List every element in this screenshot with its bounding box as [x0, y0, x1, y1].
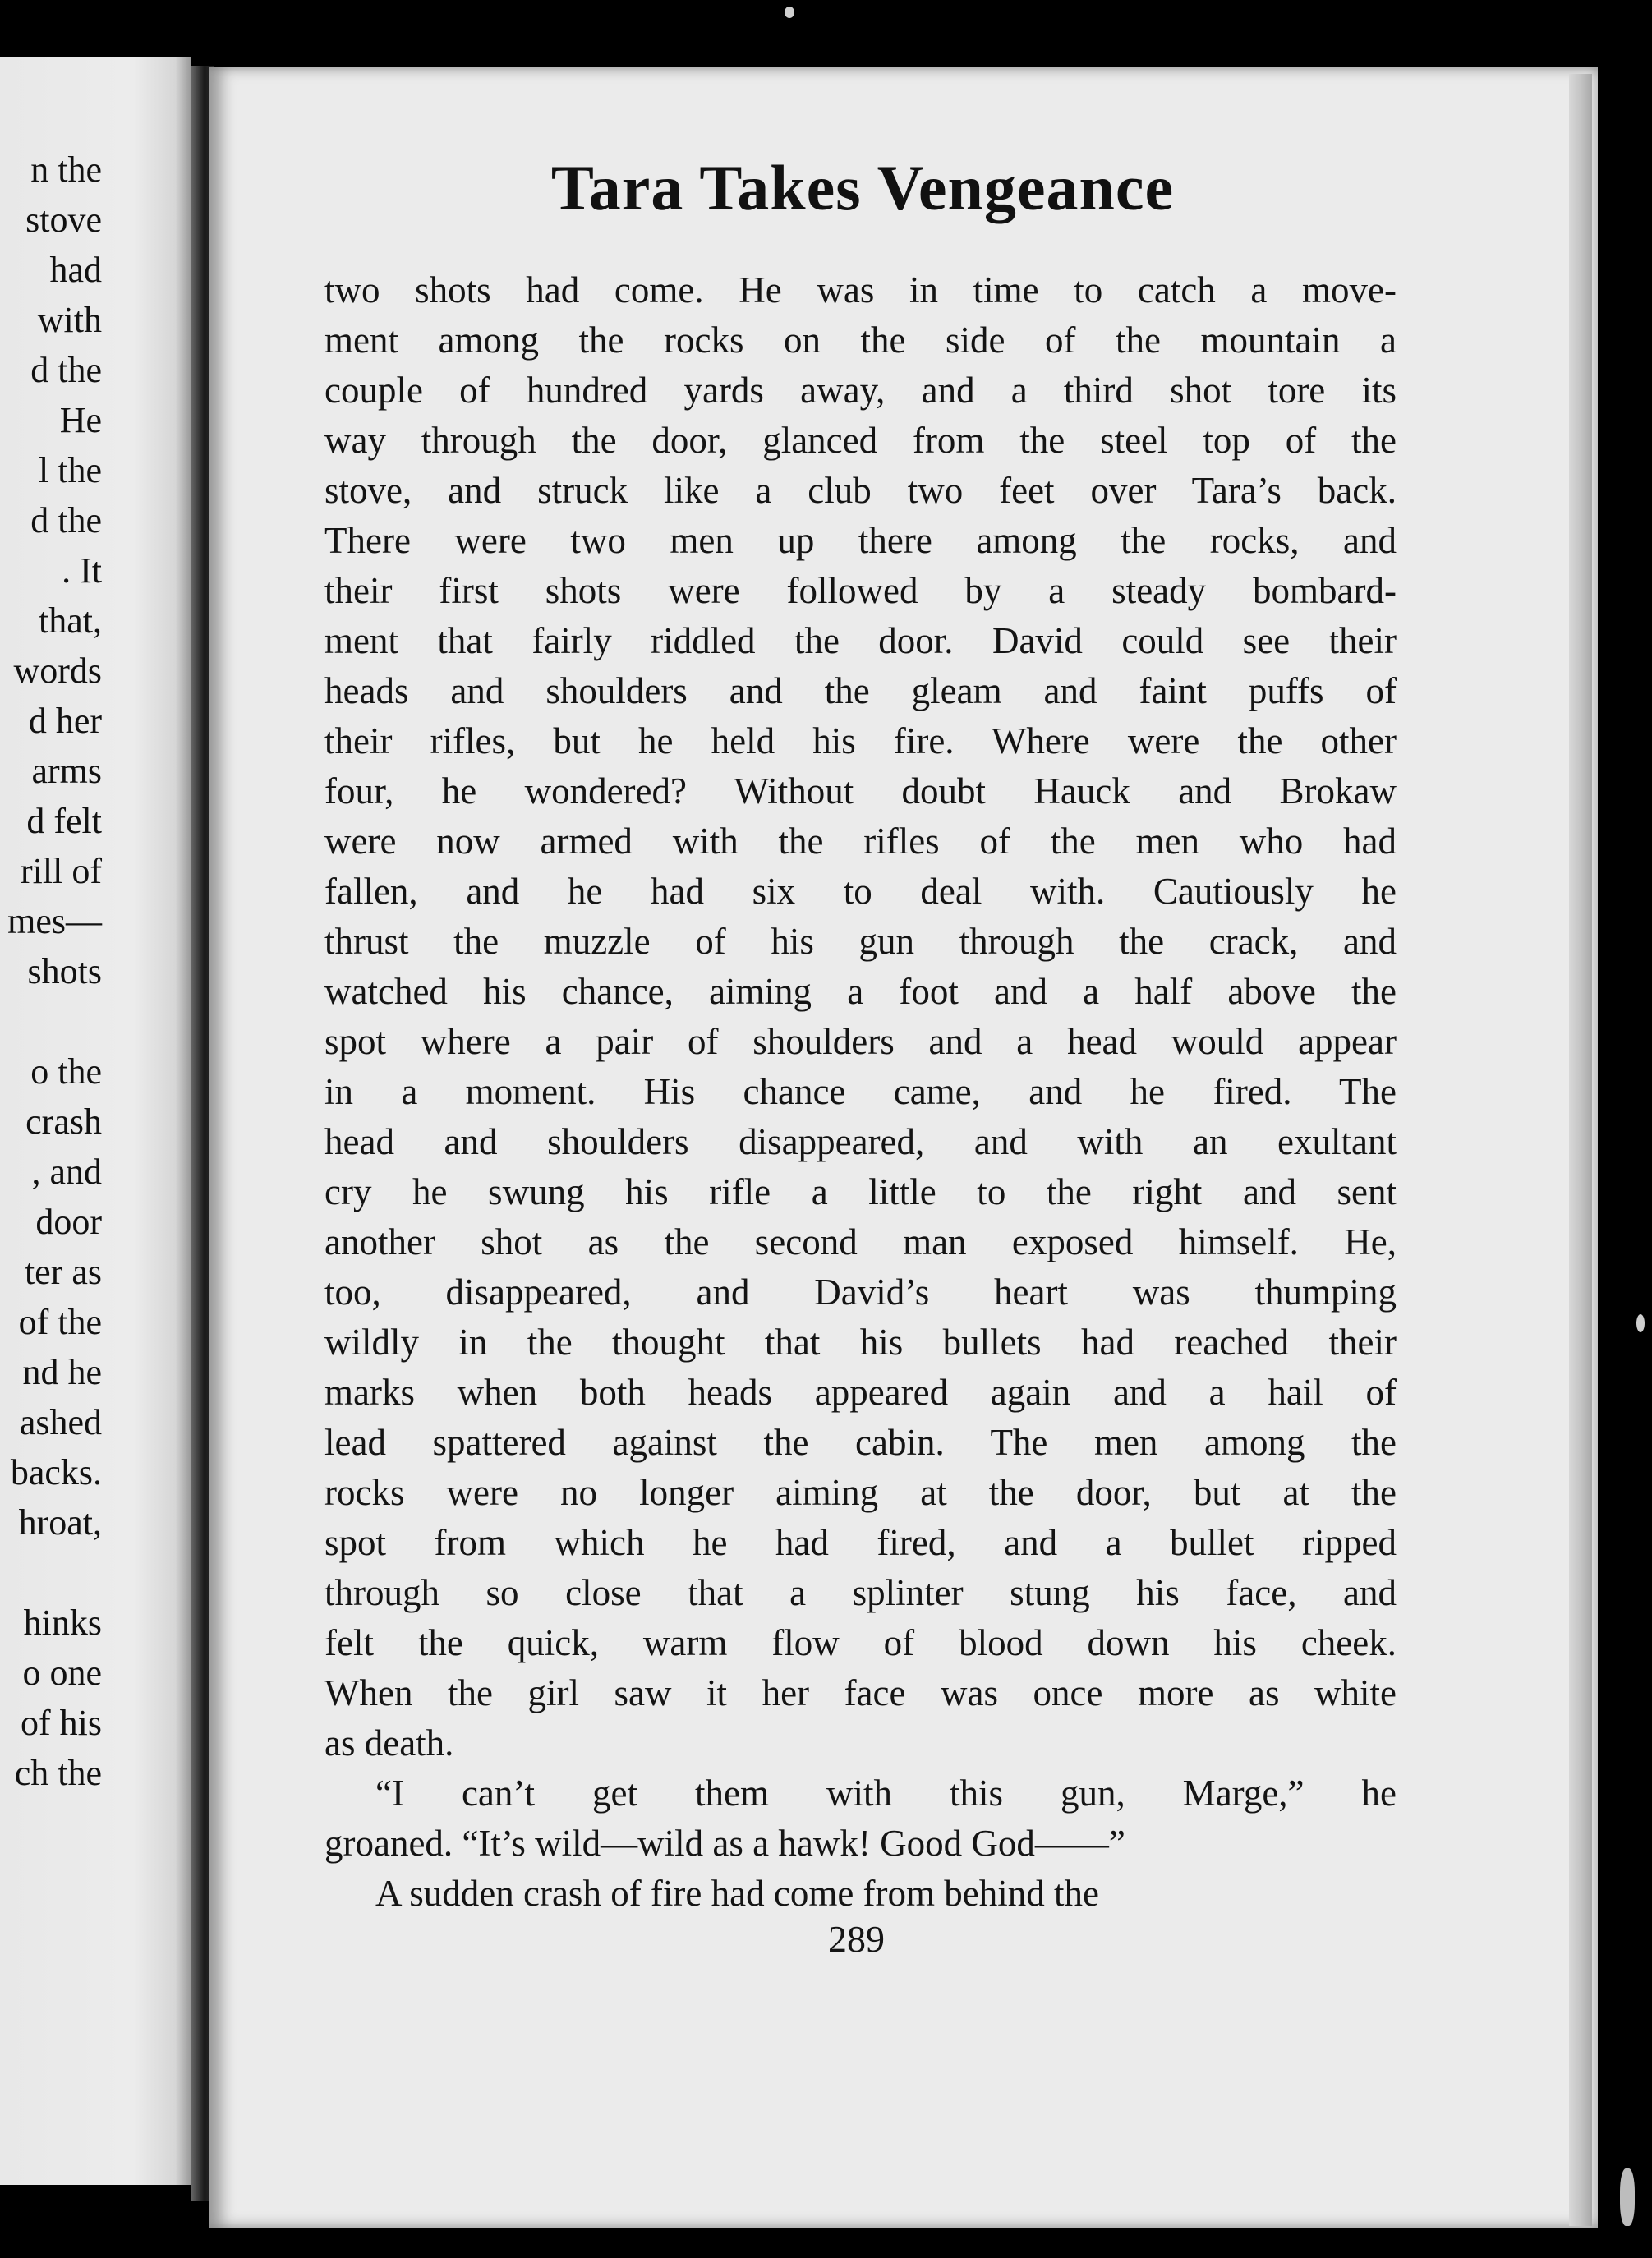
left-page-line: d the — [30, 500, 102, 540]
text-line: too, disappeared, and David’s heart was thumping — [324, 1272, 1397, 1313]
left-page-line: had — [49, 250, 102, 290]
left-page-line: of his — [21, 1703, 102, 1743]
left-page-line: that, — [39, 600, 102, 641]
scan-speck — [1620, 2168, 1635, 2226]
text-line: two shots had come. He was in time to catch a move- — [324, 269, 1397, 310]
text-line: were now armed with the rifles of the men who had — [324, 821, 1397, 862]
text-line: groaned. “It’s wild—wild as a hawk! Good God——” — [324, 1823, 1125, 1864]
text-line: their first shots were followed by a steady bombard- — [324, 570, 1397, 611]
text-line: marks when both heads appeared again and a hail of — [324, 1372, 1397, 1413]
left-page-line: crash — [25, 1101, 102, 1142]
text-line: another shot as the second man exposed himself. He, — [324, 1221, 1397, 1262]
left-page-line: of the — [18, 1302, 102, 1342]
left-page-line: arms — [31, 751, 102, 791]
left-page-line: d felt — [26, 801, 102, 841]
left-page-line: with — [37, 300, 102, 340]
left-page-line: d the — [30, 350, 102, 390]
left-facing-page — [0, 57, 191, 2185]
left-page-line: l the — [39, 450, 102, 490]
text-line: A sudden crash of fire had come from behind the — [375, 1873, 1099, 1914]
left-page-line: He — [59, 400, 102, 440]
left-page-line: , and — [31, 1152, 102, 1192]
text-line: their rifles, but he held his fire. Where were the other — [324, 720, 1397, 761]
left-page-line: door — [35, 1202, 102, 1242]
left-page-line: n the — [30, 149, 102, 190]
left-page-line: d her — [28, 701, 102, 741]
page-number: 289 — [828, 1918, 885, 1960]
left-page-line: rill of — [21, 851, 102, 891]
left-page-line: o one — [22, 1653, 102, 1693]
text-line: heads and shoulders and the gleam and faint puffs of — [324, 670, 1397, 711]
text-line: When the girl saw it her face was once more as white — [324, 1672, 1397, 1713]
text-line: way through the door, glanced from the steel top of the — [324, 420, 1397, 461]
text-line: wildly in the thought that his bullets had reached their — [324, 1322, 1397, 1363]
text-line: fallen, and he had six to deal with. Cautiously he — [324, 871, 1397, 912]
left-page-line: nd he — [22, 1352, 102, 1392]
text-line: in a moment. His chance came, and he fired. The — [324, 1071, 1397, 1112]
left-page-line: hinks — [23, 1603, 102, 1643]
left-page-line: shots — [27, 951, 102, 991]
left-page-line: . It — [62, 550, 102, 591]
text-line: ment among the rocks on the side of the mountain a — [324, 320, 1397, 361]
text-line: spot from which he had fired, and a bullet ripped — [324, 1522, 1397, 1563]
scan-speck — [1636, 1314, 1645, 1332]
left-page-line: hroat, — [18, 1502, 102, 1543]
text-line: cry he swung his rifle a little to the right and sent — [324, 1171, 1397, 1212]
left-page-line: stove — [25, 200, 102, 240]
body-text — [324, 265, 1397, 1919]
text-line: thrust the muzzle of his gun through the crack, and — [324, 921, 1397, 962]
text-line: as death. — [324, 1722, 454, 1764]
text-line: “I can’t get them with this gun, Marge,” he — [375, 1773, 1397, 1814]
text-line: stove, and struck like a club two feet over Tara’s back. — [324, 470, 1397, 511]
left-page-line: mes— — [7, 901, 102, 941]
text-line: watched his chance, aiming a foot and a half above the — [324, 971, 1397, 1012]
left-page-line: ter as — [24, 1252, 102, 1292]
left-page-line: backs. — [10, 1452, 102, 1492]
text-line: head and shoulders disappeared, and with an exultant — [324, 1121, 1397, 1162]
text-line: lead spattered against the cabin. The men among the — [324, 1422, 1397, 1463]
text-line: through so close that a splinter stung his face, and — [324, 1572, 1397, 1613]
left-page-line: words — [13, 651, 102, 691]
left-page-line: o the — [30, 1051, 102, 1092]
text-line: spot where a pair of shoulders and a head would appear — [324, 1021, 1397, 1062]
left-page-line: ch the — [14, 1753, 102, 1793]
text-line: felt the quick, warm flow of blood down his cheek. — [324, 1622, 1397, 1663]
chapter-title: Tara Takes Vengeance — [550, 152, 1175, 223]
text-line: There were two men up there among the rocks, and — [324, 520, 1397, 561]
page-edge — [1569, 74, 1592, 2226]
text-line: four, he wondered? Without doubt Hauck and Brokaw — [324, 770, 1397, 812]
text-line: couple of hundred yards away, and a third shot tore its — [324, 370, 1397, 411]
text-line: ment that fairly riddled the door. David could see their — [324, 620, 1397, 661]
scan-speck — [785, 7, 794, 18]
left-page-line: ashed — [19, 1402, 102, 1442]
text-line: rocks were no longer aiming at the door, but at the — [324, 1472, 1397, 1513]
